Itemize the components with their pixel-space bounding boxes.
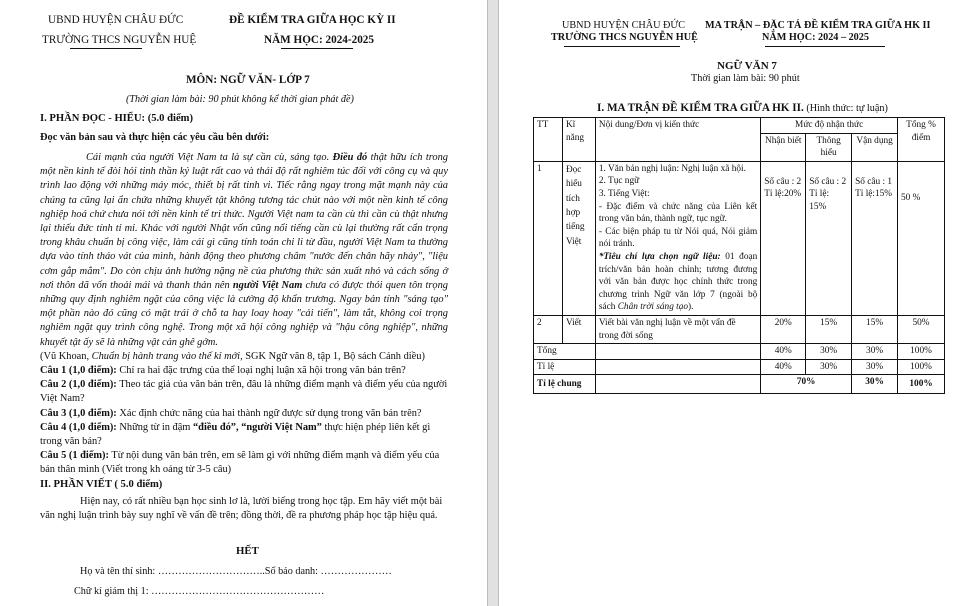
cell-content: Viết bài văn nghị luận về một vấn đề trong đời sống (595, 315, 760, 343)
cell-total: 50 % (898, 161, 945, 315)
cell-recognize: 40% (761, 359, 806, 375)
question-label: Câu 1 (1,0 điểm): (40, 365, 117, 377)
section2-prompt: Hiện nay, có rất nhiều bạn học sinh lơ là, lười biếng trong học tập. Em hãy viết một bài văn nghị luận trình bày suy nghĩ về vấn đề trên; đồng thời, đề ra phương pháp học tập hiệu quả. (40, 495, 443, 522)
passage-paragraph (40, 151, 448, 350)
subject-title: NGỮ VĂN 7 (717, 60, 777, 72)
cell-understand: 30% (806, 359, 852, 375)
exam-page (0, 0, 487, 606)
school-name: TRƯỜNG THCS NGUYỄN HUỆ (42, 34, 197, 46)
year-underline (281, 48, 353, 49)
cell-content (595, 161, 760, 315)
school-underline (564, 46, 680, 47)
cell-total: 100% (898, 375, 945, 394)
content-line: - Các biện pháp tu từ Nói quá, Nói giảm nói tránh. (598, 226, 758, 250)
agency-name: UBND HUYỆN CHÂU ĐỨC (48, 14, 184, 26)
understand-value: Số câu : 2 Tỉ lệ: 15% (809, 176, 847, 212)
header-total: Tổng % điểm (898, 118, 945, 162)
cell-apply: 30% (852, 359, 898, 375)
criteria-label: *Tiêu chí lựa chọn ngữ liệu: (598, 251, 721, 262)
page-gap (487, 0, 499, 606)
matrix-title (597, 102, 888, 114)
cell-recognize: 20% (761, 315, 806, 343)
supervisor-signature-line: Chữ kí giám thị 1: …………………………………………… (74, 586, 325, 597)
cell-label: Tổng (534, 344, 596, 360)
bold-term-dieu-do: Điều đó (332, 152, 368, 163)
question-text: Những từ in đậm (116, 421, 193, 433)
time-note: Thời gian làm bài: 90 phút (691, 73, 800, 84)
question-text: Xác định chức năng của hai thành ngữ được sử dụng trong văn bản trên? (116, 407, 422, 419)
section2-title: II. PHẦN VIẾT ( 5.0 điểm) (40, 478, 163, 490)
header-cognitive-level: Mức độ nhận thức (761, 118, 898, 134)
header-skill: Kĩ năng (562, 118, 595, 162)
cell-apply (852, 161, 898, 315)
question-label: Câu 4 (1,0 điểm): (40, 421, 117, 433)
content-line: 2. Tục ngữ (598, 176, 640, 187)
matrix-form: (Hình thức: tự luận) (803, 103, 888, 114)
school-underline (70, 48, 142, 49)
table-header-row (534, 118, 945, 134)
question-1 (40, 364, 448, 378)
subject-title: MÔN: NGỮ VĂN- LỚP 7 (186, 74, 310, 86)
passage-text: chưa có được thói quen tôn trọng những quy định nghiêm ngặt của công việc là cường độ khẩn trương. Ngay bản tính "sáng tạo" một phần nào đó cũng có mặt trái ở chỗ ta hay loay hoay "cải tiến", làm tắt, không coi trọng nghiêm ngặt quy trình công nghệ. Trong một xã hội công nghiệp và "hậu công nghiệp", những khuyết tật ấy sẽ là những vật cản ghê gớm. (40, 279, 448, 348)
year-underline (765, 46, 885, 47)
question-3 (40, 407, 448, 421)
cell-tt: 1 (534, 161, 563, 315)
cell-recognize (761, 161, 806, 315)
question-label: Câu 2 (1,0 điểm): (40, 379, 117, 391)
cell-skill: Đọc hiểu tích hợp tiếng Việt (562, 161, 595, 315)
end-mark: HẾT (236, 545, 259, 557)
source-ref: SGK Ngữ văn 8, tập 1, Bộ sách Cánh diều) (242, 350, 425, 362)
bold-term-nguoi-viet-nam: người Việt Nam (232, 279, 303, 291)
question-4 (40, 421, 448, 449)
school-year: NĂM HỌC: 2024 – 2025 (762, 32, 869, 43)
cell-skill: Viết (562, 315, 595, 343)
matrix-title-text: I. MA TRẬN ĐỀ KIỂM TRA GIỮA HK II. (597, 102, 804, 114)
table-row (534, 315, 945, 343)
cell-empty (595, 344, 760, 360)
question-text: Từ nội dung văn bản trên, em sẽ làm gì với những điểm mạnh và điểm yếu của bản thân mình (Viết trong kh oảng từ 3-5 câu) (40, 450, 440, 476)
passage-source (40, 350, 448, 364)
question-bold-terms: “điều đó”, “người Việt Nam” (192, 421, 322, 433)
criteria-book: Chân trời sáng tạo (617, 302, 689, 313)
content-line: - Đặc điểm và chức năng của Liên kết trong văn bản, thành ngữ, tục ngữ. (598, 201, 758, 225)
matrix-page (499, 0, 975, 606)
cell-empty (595, 375, 760, 394)
school-year: NĂM HỌC: 2024-2025 (264, 34, 374, 46)
cell-recognize: 40% (761, 344, 806, 360)
content-line: 1. Văn bản nghị luận: Nghị luận xã hội. (598, 163, 746, 174)
passage-text: Cái mạnh của người Việt Nam ta là sự cần cù, sáng tạo. (86, 152, 333, 163)
cell-apply: 30% (852, 375, 898, 394)
cell-tt: 2 (534, 315, 563, 343)
table-row-total (534, 344, 945, 360)
table-row (534, 161, 945, 315)
question-label: Câu 3 (1,0 điểm): (40, 407, 117, 419)
question-5 (40, 449, 448, 477)
cell-understand: 30% (806, 344, 852, 360)
cell-label: Tỉ lệ (534, 359, 596, 375)
header-apply: Vận dụng (852, 133, 898, 161)
header-understand: Thông hiểu (806, 133, 852, 161)
apply-value: Số câu : 1 Tỉ lệ:15% (855, 176, 893, 200)
cell-understand: 15% (806, 315, 852, 343)
criteria-end: ). (688, 302, 694, 313)
cell-total: 50% (898, 315, 945, 343)
assessment-matrix-table (533, 117, 945, 394)
school-name: TRƯỜNG THCS NGUYỄN HUỆ (551, 32, 698, 43)
source-author: (Vũ Khoan, (40, 350, 92, 362)
section1-title: I. PHẦN ĐỌC - HIỂU: (5.0 điểm) (40, 113, 194, 124)
question-2 (40, 378, 448, 406)
instruction: Đọc văn bản sau và thực hiện các yêu cầu bên dưới: (40, 132, 270, 143)
cell-total: 100% (898, 359, 945, 375)
question-text: thực hiện phép liên kết gì trong văn bản? (40, 421, 431, 448)
cell-label: Tỉ lệ chung (534, 375, 596, 394)
question-text: Theo tác giả của văn bản trên, đâu là những điểm mạnh và điểm yếu của người Việt Nam? (40, 379, 448, 405)
agency-name: UBND HUYỆN CHÂU ĐỨC (562, 20, 686, 31)
recognize-value: Số câu : 2 Tỉ lệ:20% (764, 176, 802, 200)
time-note: (Thời gian làm bài: 90 phút không kể thời gian phát đề) (126, 94, 354, 105)
question-label: Câu 5 (1 điểm): (40, 450, 109, 462)
reading-passage (40, 151, 448, 523)
source-book: Chuẩn bị hành trang vào thế kỉ mới, (91, 350, 243, 362)
table-row-ratio (534, 359, 945, 375)
header-tt: TT (534, 118, 563, 162)
exam-title: ĐỀ KIỂM TRA GIỮA HỌC KỲ II (229, 14, 396, 26)
cell-apply: 30% (852, 344, 898, 360)
passage-text: thật hữu ích trong một nền kinh tế đòi hỏi tinh thần kỷ luật rất cao và thái độ rất nghiêm túc đối với công cụ và quy trình lao động với những máy móc, thiết bị rất tinh vi. Tiếc rằng ngay trong mặt mạnh này của chúng ta cũng lại ẩn chứa những khuyết tật không tương tác chút nào với một nền kinh tế công nghiệp hoá chứ chưa nói tới nền kinh tế tri thức. Người Việt nam ta cần cù thì cần cù thật nhưng lại thiếu đức tính tỉ mỉ. Khác với người Nhật vốn cũng nổi tiếng cần cù lại thường rất cẩn trọng trong khâu chuẩn bị công việc, làm cái gì cũng tính toán chi li từ đầu, người Việt Nam ta thường dựa vào tính tháo vát của mình, hành động theo phương châm "nước đến chân hãy nhảy", "liệu cơm gắp mắm". Do còn chịu ảnh hưởng nặng nề của phương thức sản xuất nhỏ và cách sống ở nơi thôn dã vốn thoải mái và thanh thản nên (40, 152, 448, 291)
selection-criteria (599, 251, 757, 314)
cell-understand (806, 161, 852, 315)
table-row-general-ratio (534, 375, 945, 394)
header-content: Nội dung/Đơn vị kiến thức (595, 118, 760, 162)
candidate-info-line: Họ và tên thí sinh: …………………………..Số báo danh: ………………… (80, 566, 392, 577)
cell-recognize-understand: 70% (761, 375, 852, 394)
criteria-text: 01 đoạn trích/văn bản hoàn chỉnh; tương đương với văn bản được học chính thức trong chương trình Ngữ văn lớp 7 (ngoài bộ sách (598, 251, 758, 313)
header-recognize: Nhận biết (761, 133, 806, 161)
content-line: 3. Tiếng Việt: (598, 188, 650, 199)
cell-apply: 15% (852, 315, 898, 343)
cell-empty (595, 359, 760, 375)
question-text: Chỉ ra hai đặc trưng của thể loại nghị luận xã hội trong văn bản trên? (116, 365, 406, 377)
matrix-doc-title: MA TRẬN – ĐẶC TẢ ĐỀ KIỂM TRA GIỮA HK II (705, 20, 931, 31)
cell-total: 100% (898, 344, 945, 360)
